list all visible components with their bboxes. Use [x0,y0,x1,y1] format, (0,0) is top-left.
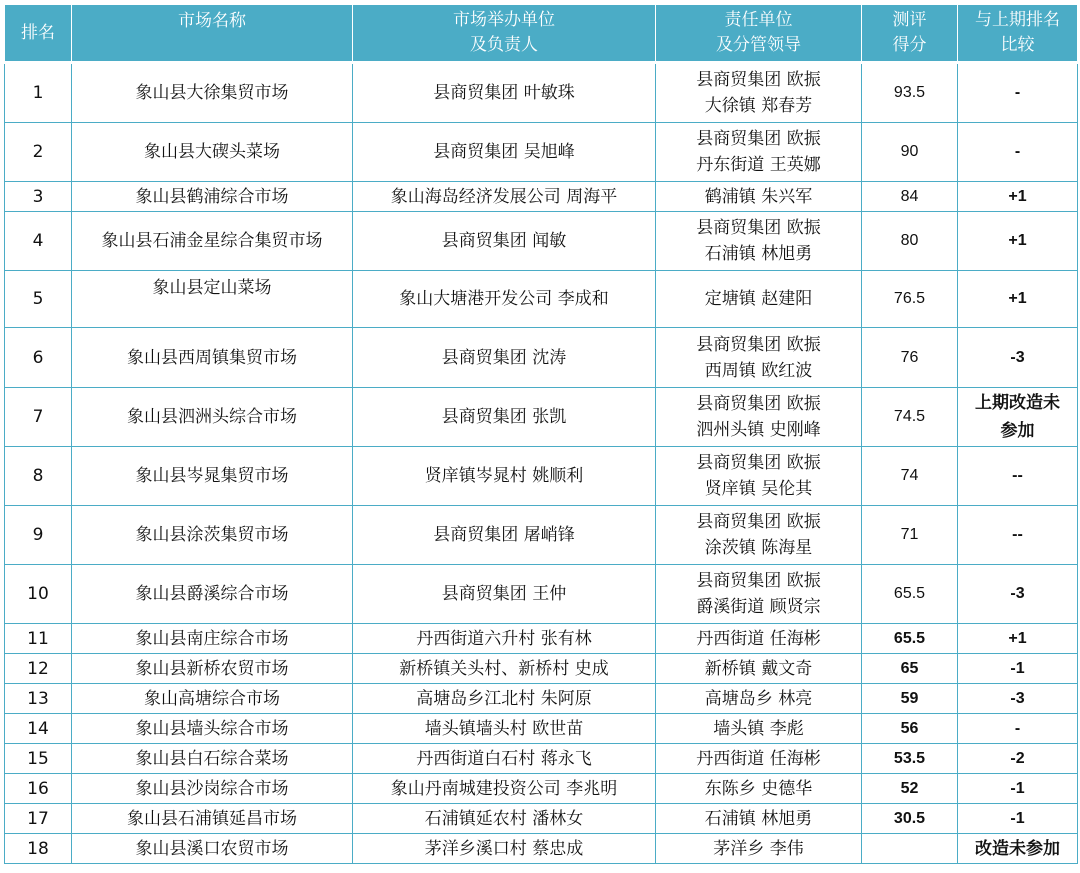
responsible-unit-cell: 高塘岛乡 林亮 [656,684,862,714]
table-row [5,447,1078,506]
header-organizer: 市场举办单位 及负责人 [353,5,656,63]
comparison-cell: 上期改造未 参加 [958,388,1078,447]
organizer-cell: 象山大塘港开发公司 李成和 [353,271,656,328]
organizer-cell: 县商贸集团 屠峭锋 [353,506,656,565]
responsible-unit-cell: 墙头镇 李彪 [656,714,862,744]
market-name-cell: 象山县石浦镇延昌市场 [72,804,353,834]
rank-cell: 4 [5,212,72,271]
responsible-unit-cell: 新桥镇 戴文奇 [656,654,862,684]
header-market-name: 市场名称 [72,5,353,63]
responsible-unit-cell: 鹤浦镇 朱兴军 [656,182,862,212]
market-name-cell: 象山县石浦金星综合集贸市场 [72,212,353,271]
market-name-cell: 象山高塘综合市场 [72,684,353,714]
table-row [5,388,1078,447]
responsible-unit-cell: 县商贸集团 欧振 石浦镇 林旭勇 [656,212,862,271]
header-responsible-unit: 责任单位 及分管领导 [656,5,862,63]
score-cell: 76 [862,328,958,388]
table-row [5,834,1078,864]
responsible-unit-cell: 丹西街道 任海彬 [656,744,862,774]
score-cell: 74 [862,447,958,506]
market-name-cell: 象山县西周镇集贸市场 [72,328,353,388]
header-comparison: 与上期排名 比较 [958,5,1078,63]
market-name-cell: 象山县岑晁集贸市场 [72,447,353,506]
market-name-cell: 象山县大徐集贸市场 [72,63,353,123]
table-row [5,123,1078,182]
organizer-cell: 县商贸集团 沈涛 [353,328,656,388]
table-row [5,182,1078,212]
market-name-cell: 象山县墙头综合市场 [72,714,353,744]
organizer-cell: 县商贸集团 张凯 [353,388,656,447]
comparison-cell: -3 [958,328,1078,388]
organizer-cell: 县商贸集团 叶敏珠 [353,63,656,123]
market-name-cell: 象山县沙岗综合市场 [72,774,353,804]
header-row [5,5,1078,63]
table-row [5,654,1078,684]
score-cell: 30.5 [862,804,958,834]
rank-cell: 7 [5,388,72,447]
market-name-cell: 象山县溪口农贸市场 [72,834,353,864]
score-cell: 52 [862,774,958,804]
responsible-unit-cell: 石浦镇 林旭勇 [656,804,862,834]
responsible-unit-cell: 定塘镇 赵建阳 [656,271,862,328]
responsible-unit-cell: 县商贸集团 欧振 贤庠镇 吴伦其 [656,447,862,506]
rank-cell: 1 [5,63,72,123]
table-row [5,624,1078,654]
rank-cell: 15 [5,744,72,774]
market-name-cell: 象山县涂茨集贸市场 [72,506,353,565]
score-cell: 74.5 [862,388,958,447]
organizer-cell: 县商贸集团 闻敏 [353,212,656,271]
rank-cell: 6 [5,328,72,388]
comparison-cell: 改造未参加 [958,834,1078,864]
responsible-unit-cell: 县商贸集团 欧振 涂茨镇 陈海星 [656,506,862,565]
table-row [5,212,1078,271]
comparison-cell: -1 [958,654,1078,684]
market-ranking-table [4,4,1078,864]
market-name-cell: 象山县爵溪综合市场 [72,565,353,624]
score-cell: 65.5 [862,565,958,624]
organizer-cell: 象山丹南城建投资公司 李兆明 [353,774,656,804]
score-cell: 80 [862,212,958,271]
table-row [5,744,1078,774]
organizer-cell: 贤庠镇岑晁村 姚顺利 [353,447,656,506]
market-name-cell: 象山县南庄综合市场 [72,624,353,654]
comparison-cell: +1 [958,212,1078,271]
table-row [5,506,1078,565]
rank-cell: 8 [5,447,72,506]
organizer-cell: 高塘岛乡江北村 朱阿原 [353,684,656,714]
score-cell: 59 [862,684,958,714]
score-cell: 56 [862,714,958,744]
organizer-cell: 石浦镇延农村 潘林女 [353,804,656,834]
responsible-unit-cell: 县商贸集团 欧振 西周镇 欧红波 [656,328,862,388]
market-name-cell: 象山县新桥农贸市场 [72,654,353,684]
market-name-cell: 象山县泗洲头综合市场 [72,388,353,447]
comparison-cell: +1 [958,271,1078,328]
rank-cell: 17 [5,804,72,834]
comparison-cell: -- [958,506,1078,565]
comparison-cell: - [958,123,1078,182]
comparison-cell: -1 [958,804,1078,834]
comparison-cell: -- [958,447,1078,506]
comparison-cell: - [958,63,1078,123]
rank-cell: 9 [5,506,72,565]
table-row [5,684,1078,714]
market-name-cell: 象山县定山菜场 [72,271,353,328]
score-cell: 76.5 [862,271,958,328]
comparison-cell: -3 [958,565,1078,624]
responsible-unit-cell: 县商贸集团 欧振 丹东街道 王英娜 [656,123,862,182]
responsible-unit-cell: 县商贸集团 欧振 爵溪街道 顾贤宗 [656,565,862,624]
rank-cell: 14 [5,714,72,744]
score-cell: 71 [862,506,958,565]
rank-cell: 16 [5,774,72,804]
table-row [5,804,1078,834]
responsible-unit-cell: 县商贸集团 欧振 泗州头镇 史刚峰 [656,388,862,447]
header-score: 测评 得分 [862,5,958,63]
responsible-unit-cell: 东陈乡 史德华 [656,774,862,804]
score-cell: 65.5 [862,624,958,654]
comparison-cell: - [958,714,1078,744]
organizer-cell: 县商贸集团 王仲 [353,565,656,624]
score-cell: 90 [862,123,958,182]
organizer-cell: 象山海岛经济发展公司 周海平 [353,182,656,212]
organizer-cell: 墙头镇墙头村 欧世苗 [353,714,656,744]
score-cell: 53.5 [862,744,958,774]
market-name-cell: 象山县大碶头菜场 [72,123,353,182]
market-name-cell: 象山县白石综合菜场 [72,744,353,774]
table-row [5,271,1078,328]
comparison-cell: -2 [958,744,1078,774]
responsible-unit-cell: 县商贸集团 欧振 大徐镇 郑春芳 [656,63,862,123]
score-cell: 65 [862,654,958,684]
score-cell [862,834,958,864]
organizer-cell: 丹西街道六升村 张有林 [353,624,656,654]
table-row [5,774,1078,804]
rank-cell: 12 [5,654,72,684]
organizer-cell: 县商贸集团 吴旭峰 [353,123,656,182]
comparison-cell: +1 [958,182,1078,212]
table-row [5,714,1078,744]
table-row [5,565,1078,624]
comparison-cell: +1 [958,624,1078,654]
rank-cell: 10 [5,565,72,624]
comparison-cell: -1 [958,774,1078,804]
rank-cell: 13 [5,684,72,714]
rank-cell: 3 [5,182,72,212]
organizer-cell: 茅洋乡溪口村 蔡忠成 [353,834,656,864]
responsible-unit-cell: 丹西街道 任海彬 [656,624,862,654]
comparison-cell: -3 [958,684,1078,714]
table-row [5,63,1078,123]
organizer-cell: 丹西街道白石村 蒋永飞 [353,744,656,774]
rank-cell: 11 [5,624,72,654]
market-name-cell: 象山县鹤浦综合市场 [72,182,353,212]
score-cell: 93.5 [862,63,958,123]
score-cell: 84 [862,182,958,212]
rank-cell: 5 [5,271,72,328]
header-rank: 排名 [5,5,72,63]
organizer-cell: 新桥镇关头村、新桥村 史成 [353,654,656,684]
responsible-unit-cell: 茅洋乡 李伟 [656,834,862,864]
table-row [5,328,1078,388]
rank-cell: 18 [5,834,72,864]
rank-cell: 2 [5,123,72,182]
